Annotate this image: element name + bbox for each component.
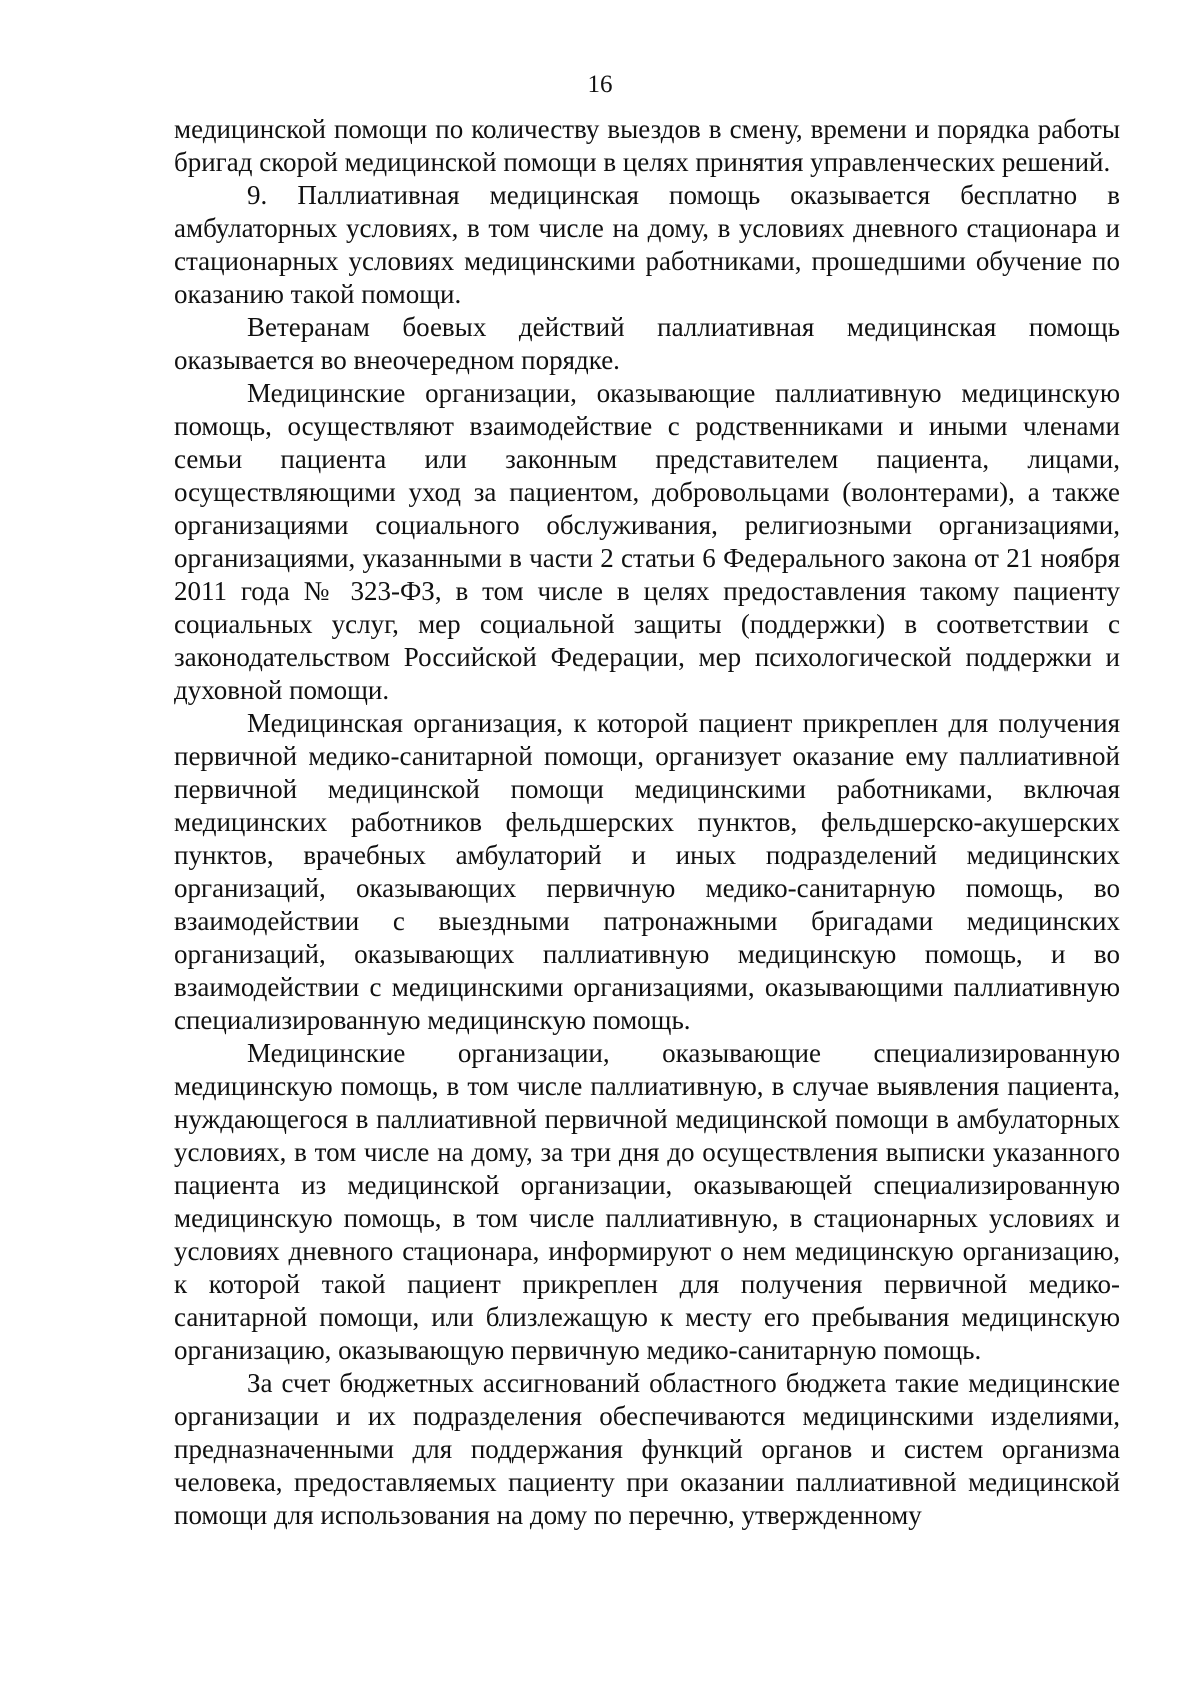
- paragraph-veterans: Ветеранам боевых действий паллиативная медицинская помощь оказывается во внеочередном порядке.: [174, 312, 1120, 375]
- paragraph-continuation: медицинской помощи по количеству выездов в смену, времени и порядка работы бригад скорой медицинской помощи в целях принятия управленческих решений.: [174, 114, 1120, 177]
- paragraph-item-9: 9. Паллиативная медицинская помощь оказывается бесплатно в амбулаторных условиях, в том числе на дому, в условиях дневного стационара и стационарных условиях медицинскими работниками, прошедшими обучение по оказанию такой помощи.: [174, 180, 1120, 309]
- paragraph-primary-care-organization: Медицинская организация, к которой пациент прикреплен для получения первичной медико-санитарной помощи, организует оказание ему паллиативной первичной медицинской помощи медицинскими работниками, включая медицинских работников фельдшерских пунктов, фельдшерско-акушерских пунктов, врачебных амбулаторий и иных подразделений медицинских организаций, оказывающих первичную медико-санитарную помощь, во взаимодействии с выездными патронажными бригадами медицинских организаций, оказывающих паллиативную медицинскую помощь, и во взаимодействии с медицинскими организациями, оказывающими паллиативную специализированную медицинскую помощь.: [174, 708, 1120, 1035]
- page-number: 16: [587, 71, 613, 98]
- paragraph-budget-funding: За счет бюджетных ассигнований областного бюджета такие медицинские организации и их подразделения обеспечиваются медицинскими изделиями, предназначенными для поддержания функций органов и систем организма человека, предоставляемых пациенту при оказании паллиативной медицинской помощи для использования на дому по перечню, утвержденному: [174, 1368, 1120, 1530]
- paragraph-palliative-organizations: Медицинские организации, оказывающие паллиативную медицинскую помощь, осуществляют взаимодействие с родственниками и иными членами семьи пациента или законным представителем пациента, лицами, осуществляющими уход за пациентом, добровольцами (волонтерами), а также организациями социального обслуживания, религиозными организациями, организациями, указанными в части 2 статьи 6 Федерального закона от 21 ноября 2011 года № 323-ФЗ, в том числе в целях предоставления такому пациенту социальных услуг, мер социальной защиты (поддержки) в соответствии с законодательством Российской Федерации, мер психологической поддержки и духовной помощи.: [174, 378, 1120, 705]
- paragraph-specialized-care: Медицинские организации, оказывающие специализированную медицинскую помощь, в том числе паллиативную, в случае выявления пациента, нуждающегося в паллиативной первичной медицинской помощи в амбулаторных условиях, в том числе на дому, за три дня до осуществления выписки указанного пациента из медицинской организации, оказывающей специализированную медицинскую помощь, в том числе паллиативную, в стационарных условиях и условиях дневного стационара, информируют о нем медицинскую организацию, к которой такой пациент прикреплен для получения первичной медико-санитарной помощи, или близлежащую к месту его пребывания медицинскую организацию, оказывающую первичную медико-санитарную помощь.: [174, 1038, 1120, 1365]
- document-body: [174, 113, 1120, 1532]
